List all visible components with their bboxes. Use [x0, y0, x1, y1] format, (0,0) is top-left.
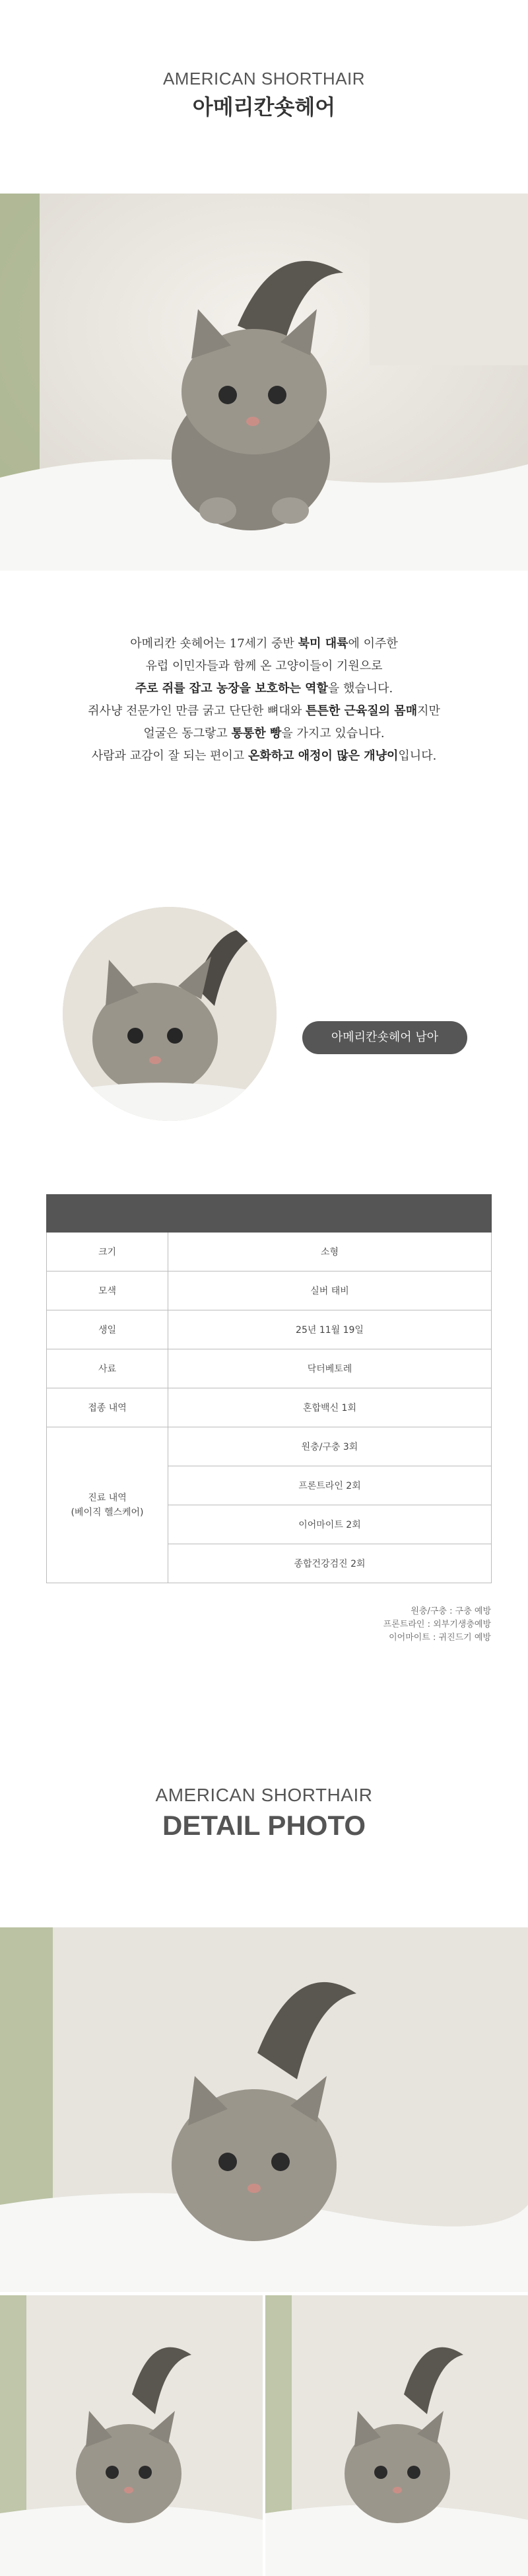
- table-row: [47, 1349, 492, 1388]
- header-english-title: AMERICAN SHORTHAIR: [162, 69, 366, 89]
- table-row: [47, 1310, 492, 1349]
- care-value-3: 이어마이트 2회: [168, 1505, 492, 1544]
- row-value-birthday: 25년 11월 19일: [168, 1310, 492, 1349]
- care-value-4: 종합건강검진 2회: [168, 1544, 492, 1583]
- row-label-food: 사료: [47, 1349, 168, 1388]
- table-row: [47, 1271, 492, 1310]
- row-label-vaccine: 접종 내역: [47, 1388, 168, 1427]
- row-value-vaccine: 혼합백신 1회: [168, 1388, 492, 1427]
- footnote-1: 원충/구충 : 구충 예방: [411, 1606, 491, 1616]
- name-badge: 아메리칸숏헤어 남아: [302, 1021, 467, 1054]
- table-header-row: [47, 1195, 492, 1233]
- detail-photo-title: DETAIL PHOTO: [162, 1810, 366, 1841]
- row-value-size: 소형: [168, 1233, 492, 1271]
- detail-photo-right: [265, 2295, 528, 2576]
- care-label-line1: 진료 내역: [88, 1492, 127, 1503]
- care-value-2: 프론트라인 2회: [168, 1466, 492, 1505]
- table-row: [47, 1427, 492, 1466]
- header-block: [0, 69, 528, 121]
- detail-photo-large: [0, 1927, 528, 2292]
- main-kitten-photo: [0, 194, 528, 571]
- intro-line-4: 쥐사냥 전문가인 만큼 굵고 단단한 뼈대와 튼튼한 근육질의 몸매지만: [88, 704, 440, 718]
- care-value-1: 원충/구충 3회: [168, 1427, 492, 1466]
- row-value-color: 실버 태비: [168, 1271, 492, 1310]
- intro-line-5: 얼굴은 동그랗고 통통한 빵을 가지고 있습니다.: [143, 727, 385, 740]
- footnote-2: 프론트라인 : 외부기생충예방: [383, 1620, 491, 1629]
- row-label-color: 모색: [47, 1271, 168, 1310]
- table-row: [47, 1388, 492, 1427]
- table-row: [47, 1233, 492, 1271]
- profile-photo-circle: [63, 907, 277, 1121]
- intro-paragraph: [0, 633, 528, 768]
- footnote-3: 이어마이트 : 귀진드기 예방: [389, 1633, 491, 1643]
- detail-photo-left: [0, 2295, 263, 2576]
- table-footnotes: [383, 1605, 491, 1645]
- row-value-food: 닥터베토레: [168, 1349, 492, 1388]
- intro-line-2: 유럽 이민자들과 함께 온 고양이들이 기원으로: [145, 659, 383, 673]
- row-label-birthday: 생일: [47, 1310, 168, 1349]
- info-table: [46, 1194, 492, 1583]
- intro-line-6: 사람과 교감이 잘 되는 편이고 온화하고 애정이 많은 개냥이입니다.: [91, 749, 437, 763]
- detail-title-block: [0, 1785, 528, 1842]
- row-label-care: [47, 1427, 168, 1583]
- care-label-line2: (베이직 헬스케어): [71, 1507, 144, 1518]
- detail-english-title: AMERICAN SHORTHAIR: [155, 1785, 373, 1805]
- intro-line-3: 주로 쥐를 잡고 농장을 보호하는 역할을 했습니다.: [135, 682, 393, 696]
- row-label-size: 크기: [47, 1233, 168, 1271]
- header-korean-title: 아메리칸숏헤어: [192, 94, 336, 120]
- intro-line-1: 아메리칸 숏헤어는 17세기 중반 북미 대륙에 이주한: [130, 637, 398, 651]
